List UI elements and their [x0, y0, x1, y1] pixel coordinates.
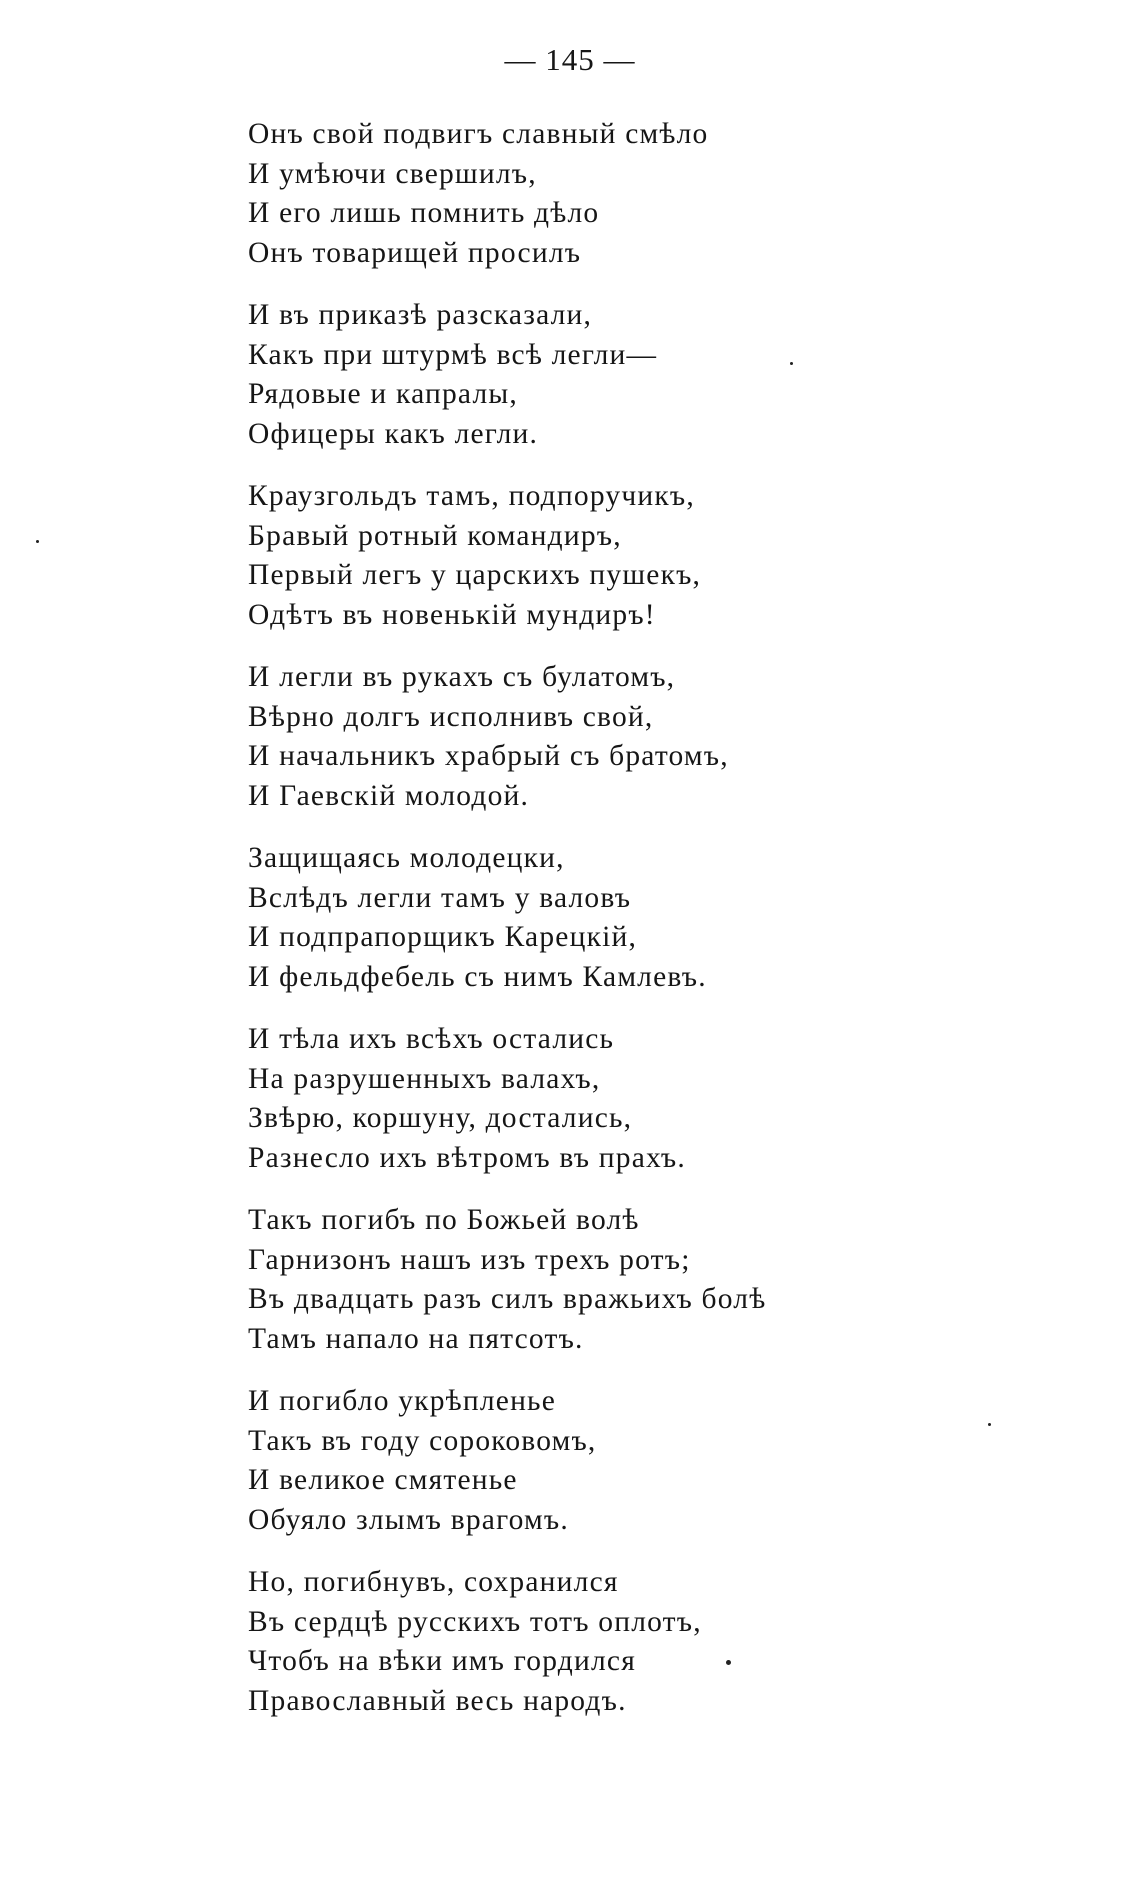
poem-line: Защищаясь молодецки,	[248, 842, 565, 874]
poem-line: И въ приказѣ разсказали,	[248, 299, 593, 331]
poem-line: Офицеры какъ легли.	[248, 417, 539, 450]
stanza-2	[248, 296, 1048, 454]
poem-line: Первый легъ у царскихъ пушекъ,	[248, 559, 702, 591]
poem-line: И тѣла ихъ всѣхъ остались	[248, 1023, 615, 1055]
poem-line: И погибло укрѣпленье	[248, 1385, 557, 1417]
poem-line: На разрушенныхъ валахъ,	[248, 1062, 601, 1095]
poem-line: И подпрапорщикъ Карецкій,	[248, 921, 638, 953]
poem-line: Какъ при штурмѣ всѣ легли—	[248, 338, 658, 371]
poem-line: И Гаевскій молодой.	[248, 779, 530, 812]
poem-line: Краузгольдъ тамъ, подпоручикъ,	[248, 480, 695, 512]
poem-line: Тамъ напало на пятсотъ.	[248, 1322, 584, 1355]
poem-line: Обуяло злымъ врагомъ.	[248, 1503, 569, 1536]
poem-line: Онъ свой подвигъ славный смѣло	[248, 118, 709, 150]
poem-line: Вѣрно долгъ исполнивъ свой,	[248, 700, 654, 733]
poem-line: Гарнизонъ нашъ изъ трехъ ротъ;	[248, 1243, 691, 1276]
poem-line: И легли въ рукахъ съ булатомъ,	[248, 661, 676, 693]
stanza-5	[248, 839, 1048, 997]
poem-line: Разнесло ихъ вѣтромъ въ прахъ.	[248, 1141, 686, 1174]
print-speck	[988, 1423, 991, 1426]
poem-line: И начальникъ храбрый съ братомъ,	[248, 740, 729, 772]
stanza-8	[248, 1382, 1048, 1540]
poem-line: Въ сердцѣ русскихъ тотъ оплотъ,	[248, 1605, 702, 1638]
poem-line: Такъ въ году сороковомъ,	[248, 1424, 597, 1457]
print-speck	[790, 362, 793, 365]
poem-line: Но, погибнувъ, сохранился	[248, 1566, 619, 1598]
stanza-9	[248, 1563, 1048, 1721]
poem-line: И его лишь помнить дѣло	[248, 197, 600, 229]
poem-line: Звѣрю, коршуну, достались,	[248, 1102, 633, 1134]
poem-line: Бравый ротный командиръ,	[248, 519, 622, 552]
stanza-3	[248, 477, 1048, 635]
poem-line: И великое смятенье	[248, 1464, 518, 1496]
poem-line: Рядовые и капралы,	[248, 378, 518, 410]
poem-text	[248, 115, 1048, 1744]
poem-line: Чтобъ на вѣки имъ гордился	[248, 1645, 636, 1677]
poem-line: Вслѣдъ легли тамъ у валовъ	[248, 881, 632, 914]
poem-line: Одѣтъ въ новенькій мундиръ!	[248, 598, 656, 631]
print-speck	[36, 540, 39, 543]
poem-line: Такъ погибъ по Божьей волѣ	[248, 1204, 640, 1236]
stanza-6	[248, 1020, 1048, 1178]
poem-line: Православный весь народъ.	[248, 1684, 627, 1717]
stanza-1	[248, 115, 1048, 273]
stanza-7	[248, 1201, 1048, 1359]
print-speck	[726, 1660, 731, 1665]
poem-line: И умѣючи свершилъ,	[248, 157, 537, 190]
stanza-4	[248, 658, 1048, 816]
poem-line: Онъ товарищей просилъ	[248, 236, 582, 269]
poem-line: Въ двадцать разъ силъ вражьихъ болѣ	[248, 1283, 767, 1315]
page-number: — 145 —	[504, 42, 636, 77]
poem-line: И фельдфебель съ нимъ Камлевъ.	[248, 960, 707, 993]
